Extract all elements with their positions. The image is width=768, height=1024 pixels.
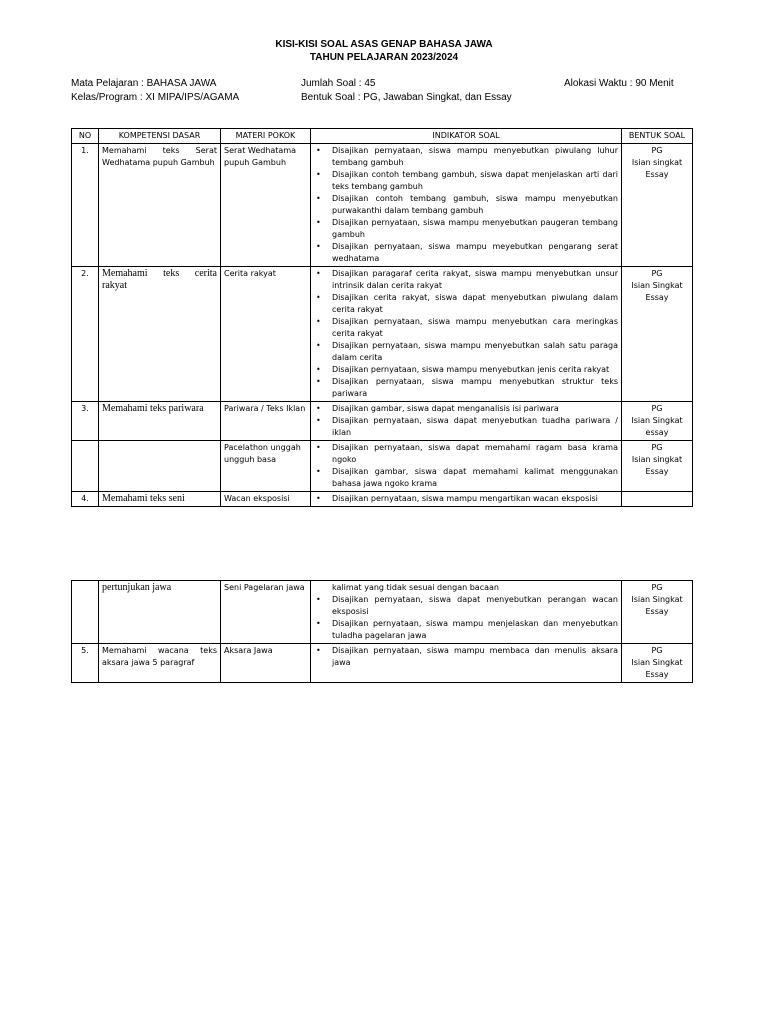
table-row <box>72 402 693 441</box>
meta-mata-pelajaran: Mata Pelajaran : BAHASA JAWA <box>71 78 217 89</box>
cell-kompetensi-dasar: Memahami teks cerita rakyat <box>99 267 221 402</box>
cell-bentuk-soal <box>622 492 693 507</box>
indikator-text: Disajikan pernyataan, siswa mampu membaca dan menulis aksara jawa <box>332 646 618 667</box>
indikator-item <box>316 169 618 193</box>
indikator-text: Disajikan pernyataan, siswa mampu menyebutkan salah satu paraga dalam cerita <box>332 341 618 362</box>
bullet-icon: • <box>316 146 321 155</box>
header-indikator-soal: INDIKATOR SOAL <box>311 129 622 144</box>
bullet-icon: • <box>316 218 321 227</box>
bentuk-item: Isian singkat <box>631 158 683 167</box>
indikator-item <box>316 340 618 364</box>
bentuk-item: Essay <box>645 170 669 179</box>
bentuk-item: Essay <box>645 293 669 302</box>
indikator-item <box>316 364 618 376</box>
table-row <box>72 581 693 644</box>
indikator-item <box>316 493 618 505</box>
indikator-text: Disajikan pernyataan, siswa dapat menyebutkan perangan wacan eksposisi <box>332 595 618 616</box>
bullet-icon: • <box>316 619 321 628</box>
bullet-icon: • <box>316 467 321 476</box>
indikator-item <box>316 241 618 265</box>
table-row <box>72 644 693 683</box>
cell-bentuk-soal <box>622 267 693 402</box>
bullet-icon: • <box>316 293 321 302</box>
cell-bentuk-soal <box>622 644 693 683</box>
cell-kompetensi-dasar: Memahami teks seni <box>99 492 221 507</box>
cell-indikator-soal <box>311 402 622 441</box>
cell-materi-pokok: Aksara Jawa <box>221 644 311 683</box>
indikator-item <box>316 268 618 292</box>
indikator-text: Disajikan cerita rakyat, siswa dapat menyebutkan piwulang dalam cerita rakyat <box>332 293 618 314</box>
bentuk-item: PG <box>651 146 663 155</box>
indikator-item <box>316 594 618 618</box>
indikator-item <box>316 618 618 642</box>
indikator-list <box>314 403 618 439</box>
indikator-item <box>316 415 618 439</box>
bullet-icon: • <box>316 242 321 251</box>
cell-materi-pokok: Wacan eksposisi <box>221 492 311 507</box>
kisi-kisi-table <box>71 128 693 507</box>
indikator-list <box>314 145 618 265</box>
indikator-item <box>316 403 618 415</box>
cell-indikator-soal <box>311 492 622 507</box>
bentuk-item: Essay <box>645 607 669 616</box>
indikator-text: Disajikan pernyataan, siswa mampu menyebutkan cara meringkas cerita rakyat <box>332 317 618 338</box>
cell-kompetensi-dasar: Memahami wacana teks aksara jawa 5 paragraf <box>99 644 221 683</box>
bentuk-item: Isian Singkat <box>631 595 683 604</box>
table-body-continued <box>72 581 693 683</box>
bentuk-item: Isian singkat <box>631 455 683 464</box>
table-row <box>72 441 693 492</box>
indikator-list <box>314 594 618 642</box>
header-bentuk-soal: BENTUK SOAL <box>622 129 693 144</box>
bullet-icon: • <box>316 646 321 655</box>
cell-no <box>72 441 99 492</box>
indikator-list <box>314 493 618 505</box>
indikator-item <box>316 466 618 490</box>
header-materi-pokok: MATERI POKOK <box>221 129 311 144</box>
bullet-icon: • <box>316 416 321 425</box>
cell-bentuk-soal <box>622 441 693 492</box>
meta-alokasi-waktu: Alokasi Waktu : 90 Menit <box>564 78 674 89</box>
indikator-text: Disajikan pernyataan, siswa mampu menyebutkan piwulang luhur tembang gambuh <box>332 146 618 167</box>
cell-materi-pokok: Seni Pagelaran jawa <box>221 581 311 644</box>
cell-no: 2. <box>72 267 99 402</box>
indikator-text: Disajikan pernyataan, siswa mampu menjelaskan dan menyebutkan tuladha pagelaran jawa <box>332 619 618 640</box>
bentuk-item: Essay <box>645 670 669 679</box>
cell-indikator-soal <box>311 144 622 267</box>
bullet-icon: • <box>316 443 321 452</box>
indikator-text: Disajikan gambar, siswa dapat memahami kalimat menggunakan bahasa jawa ngoko krama <box>332 467 618 488</box>
bullet-icon: • <box>316 595 321 604</box>
bullet-icon: • <box>316 494 321 503</box>
table-header-row <box>72 129 693 144</box>
cell-indikator-soal <box>311 267 622 402</box>
cell-materi-pokok: Serat Wedhatama pupuh Gambuh <box>221 144 311 267</box>
table-body <box>72 144 693 507</box>
indikator-text: Disajikan pernyataan, siswa mampu mengartikan wacan eksposisi <box>332 494 598 503</box>
indikator-text: Disajikan pernyataan, siswa mampu meyebutkan pengarang serat wedhatama <box>332 242 618 263</box>
meta-kelas-program: Kelas/Program : XI MIPA/IPS/AGAMA <box>71 92 240 103</box>
cell-indikator-soal <box>311 581 622 644</box>
indikator-text: Disajikan contoh tembang gambuh, siswa dapat menjelaskan arti dari teks tembang gambuh <box>332 170 618 191</box>
cell-bentuk-soal <box>622 144 693 267</box>
indikator-item <box>316 316 618 340</box>
cell-kompetensi-dasar: Memahami teks Serat Wedhatama pupuh Gambuh <box>99 144 221 267</box>
bentuk-item: Essay <box>645 467 669 476</box>
document-subtitle: TAHUN PELAJARAN 2023/2024 <box>309 52 459 63</box>
bentuk-item: PG <box>651 646 663 655</box>
cell-kompetensi-dasar: pertunjukan jawa <box>99 581 221 644</box>
bentuk-item: Isian Singkat <box>631 658 683 667</box>
indikator-item <box>316 376 618 400</box>
cell-materi-pokok: Pariwara / Teks Iklan <box>221 402 311 441</box>
indikator-text: Disajikan pernyataan, siswa dapat menyebutkan tuadha pariwara / iklan <box>332 416 618 437</box>
bullet-icon: • <box>316 170 321 179</box>
bentuk-item: essay <box>645 428 669 437</box>
bullet-icon: • <box>316 317 321 326</box>
cell-indikator-soal <box>311 644 622 683</box>
indikator-item <box>316 145 618 169</box>
table-row <box>72 267 693 402</box>
indikator-item <box>316 442 618 466</box>
cell-no: 4. <box>72 492 99 507</box>
indikator-continuation: kalimat yang tidak sesuai dengan bacaan <box>332 583 499 592</box>
indikator-text: Disajikan pernyataan, siswa mampu menyebutkan struktur teks pariwara <box>332 377 618 398</box>
bentuk-item: Isian Singkat <box>631 281 683 290</box>
indikator-text: Disajikan paragaraf cerita rakyat, siswa mampu menyebutkan unsur intrinsik dalan cerita rakyat <box>332 269 618 290</box>
cell-bentuk-soal <box>622 581 693 644</box>
indikator-item <box>316 193 618 217</box>
table-row <box>72 144 693 267</box>
bullet-icon: • <box>316 341 321 350</box>
indikator-text: Disajikan pernyataan, siswa mampu menyebutkan paugeran tembang gambuh <box>332 218 618 239</box>
header-kompetensi-dasar: KOMPETENSI DASAR <box>99 129 221 144</box>
kisi-kisi-table-continued <box>71 580 693 683</box>
indikator-text: Disajikan pernyataan, siswa dapat memahami ragam basa krama ngoko <box>332 443 618 464</box>
bullet-icon: • <box>316 377 321 386</box>
indikator-item <box>316 645 618 669</box>
cell-indikator-soal <box>311 441 622 492</box>
meta-bentuk-soal: Bentuk Soal : PG, Jawaban Singkat, dan Essay <box>301 92 512 103</box>
cell-kompetensi-dasar: Memahami teks pariwara <box>99 402 221 441</box>
bentuk-item: PG <box>651 443 663 452</box>
cell-materi-pokok: Cerita rakyat <box>221 267 311 402</box>
indikator-list <box>314 268 618 400</box>
table-row <box>72 492 693 507</box>
bullet-icon: • <box>316 269 321 278</box>
bentuk-item: PG <box>651 269 663 278</box>
indikator-text: Disajikan contoh tembang gambuh, siswa mampu menyebutkan purwakanthi dalam tembang gambuh <box>332 194 618 215</box>
bentuk-item: PG <box>651 583 663 592</box>
indikator-text: Disajikan gambar, siswa dapat menganalisis isi pariwara <box>332 404 559 413</box>
cell-bentuk-soal <box>622 402 693 441</box>
indikator-item <box>316 292 618 316</box>
indikator-list <box>314 442 618 490</box>
cell-no: 3. <box>72 402 99 441</box>
cell-no <box>72 581 99 644</box>
bentuk-item: PG <box>651 404 663 413</box>
document-title: KISI-KISI SOAL ASAS GENAP BAHASA JAWA <box>275 39 493 50</box>
cell-no: 1. <box>72 144 99 267</box>
bullet-icon: • <box>316 365 321 374</box>
bullet-icon: • <box>316 194 321 203</box>
bullet-icon: • <box>316 404 321 413</box>
indikator-text: Disajikan pernyataan, siswa mampu menyebutkan jenis cerita rakyat <box>332 365 610 374</box>
indikator-item <box>316 217 618 241</box>
meta-jumlah-soal: Jumlah Soal : 45 <box>301 78 376 89</box>
cell-no: 5. <box>72 644 99 683</box>
bentuk-item: Isian Singkat <box>631 416 683 425</box>
indikator-list <box>314 645 618 669</box>
cell-materi-pokok: Pacelathon unggah ungguh basa <box>221 441 311 492</box>
cell-kompetensi-dasar <box>99 441 221 492</box>
header-no: NO <box>72 129 99 144</box>
